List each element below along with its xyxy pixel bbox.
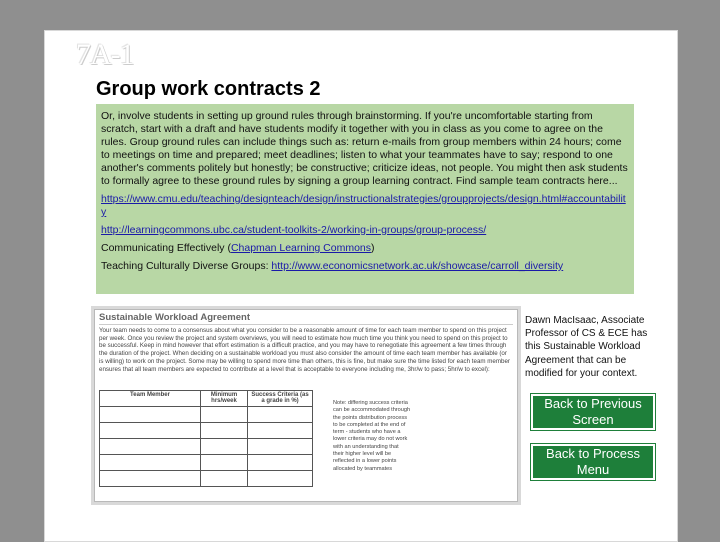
workload-agreement-image <box>94 309 518 502</box>
agreement-body: Your team needs to come to a consensus about what you consider to be a reasonable amount of time for each team member to spend on this project per week. Once you review the project and system overviews, you will need to estimate how much time you think you need to spend on this project to be successful. Keep in mind however that effort estimation is a difficult practice, and you may have to renegotiate this agreement a few times through the duration of the project. When deciding on a sustainable workload you must also consider the amount of time each team member has available (or is willing) to work on the project. Some may be willing to spend more time than others, this is fine, but make sure the time listed for each team member ensures that all team members are expected to contribute at a level that is acceptable to everyone including me, 3hr/w to pass; 5hr/w to excel): <box>99 327 510 373</box>
communicating-line <box>101 242 629 255</box>
communicating-prefix: Communicating Effectively ( <box>101 242 231 254</box>
link-economics[interactable]: http://www.economicsnetwork.ac.uk/showcase/carroll_diversity <box>271 260 564 272</box>
table-body <box>100 407 313 487</box>
agreement-title: Sustainable Workload Agreement <box>99 312 513 325</box>
table-row <box>100 439 313 455</box>
back-to-process-menu-button[interactable] <box>531 444 655 480</box>
intro-paragraph: Or, involve students in setting up ground rules through brainstorming. If you're uncomfortable starting from scratch, start with a draft and have students modify it together with you in class as you come to agree on the rules. Group ground rules can include things such as: return e-mails from group members within 24 hours; come to meetings on time and prepared; meet deadlines; listen to what your teammates have to say; respond to one another's comments politely but honestly; be constructive; criticize ideas, not people. You might then ask students to formally agree to these ground rules by signing a group learning contract. Find sample team contracts here... <box>101 110 628 187</box>
table-header: Minimum hrs/week <box>201 391 248 407</box>
link-cmu[interactable]: https://www.cmu.edu/teaching/designteach/design/instructionalstrategies/groupprojects/design.html#accountability <box>101 193 626 218</box>
table-row <box>100 423 313 439</box>
slide-number: 7A-1 <box>76 38 134 71</box>
table-header: Team Member <box>100 391 201 407</box>
back-to-previous-button[interactable] <box>531 394 655 430</box>
teaching-prefix: Teaching Culturally Diverse Groups: <box>101 260 272 272</box>
back-to-process-label: Back to Process Menu <box>546 446 640 477</box>
attribution-note: Dawn MacIsaac, Associate Professor of CS & ECE has this Sustainable Workload Agreement that can be modified for your context. <box>525 315 648 379</box>
link-chapman[interactable]: Chapman Learning Commons <box>230 242 372 254</box>
table-row <box>100 455 313 471</box>
content-panel <box>96 104 634 294</box>
agreement-note: Note: differing success criteria can be accommodated through the points distribution process to be completed at the end of term - students who have a lower criteria may do not work with an understanding that their higher level will be reflected in a lower points allocated by teammates <box>333 400 411 472</box>
table-row <box>100 407 313 423</box>
page-title: Group work contracts 2 <box>96 78 321 100</box>
back-to-previous-label: Back to Previous Screen <box>544 396 642 427</box>
teaching-line <box>101 260 629 273</box>
communicating-suffix: ) <box>371 242 375 254</box>
workload-table <box>99 390 313 487</box>
link-ubc[interactable]: http://learningcommons.ubc.ca/student-toolkits-2/working-in-groups/group-process/ <box>101 224 487 236</box>
table-header: Success Criteria (as a grade in %) <box>248 391 313 407</box>
table-row <box>100 471 313 487</box>
